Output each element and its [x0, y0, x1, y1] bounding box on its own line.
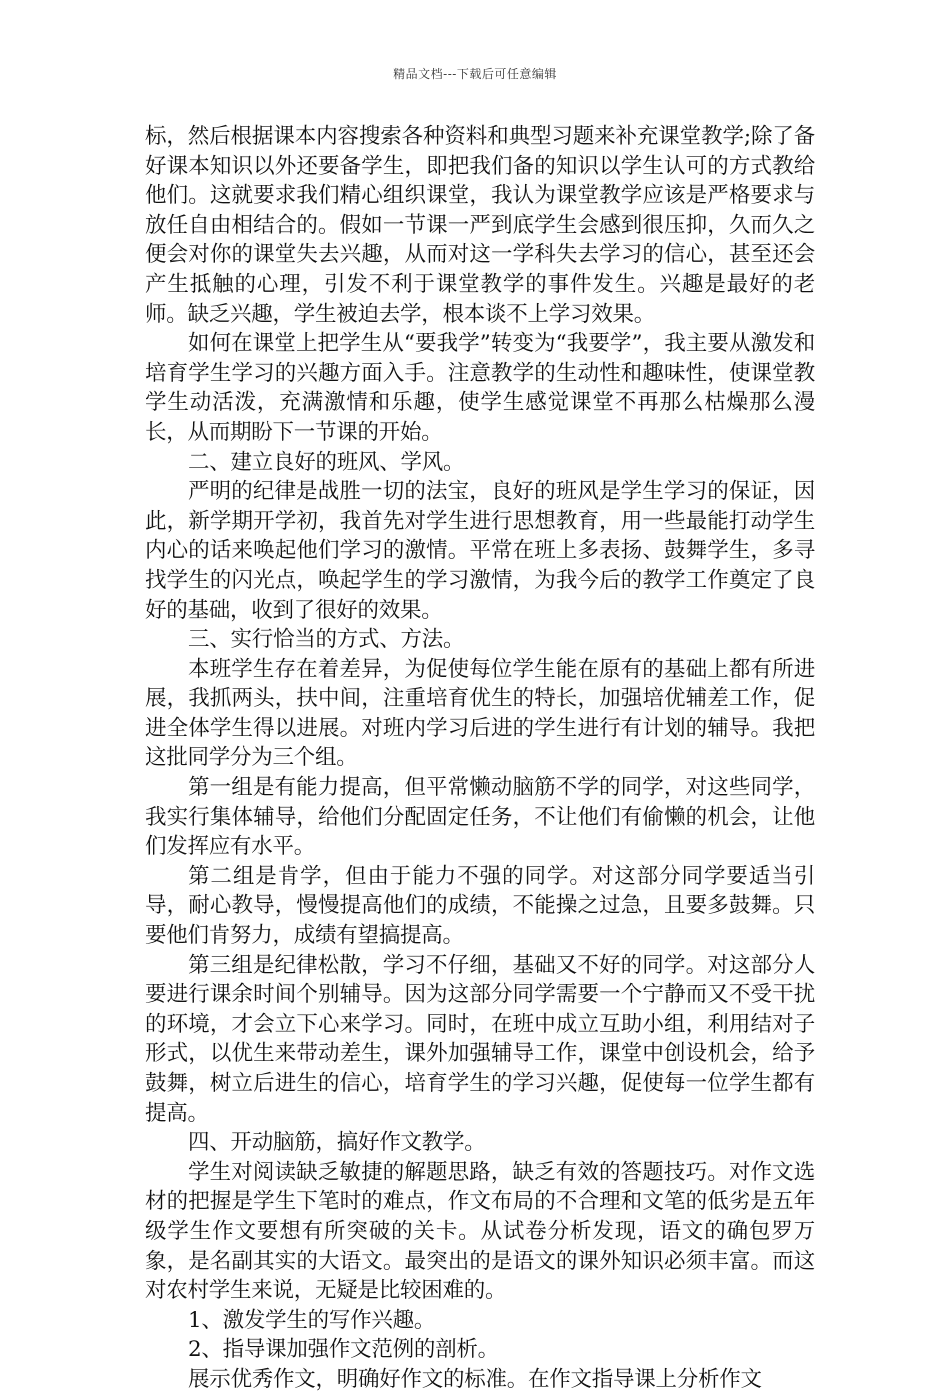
paragraph: 严明的纪律是战胜一切的法宝，良好的班风是学生学习的保证，因此，新学期开学初，我首先对学生进行思想教育，用一些最能打动学生内心的话来唤起他们学习的激情。平常在班上多表扬、鼓舞学生，多寻找学生的闪光点，唤起学生的学习激情，为我今后的教学工作奠定了良好的基础，收到了很好的效果。 — [145, 479, 815, 623]
paragraph: 学生对阅读缺乏敏捷的解题思路，缺乏有效的答题技巧。对作文选材的把握是学生下笔时的难点，作文布局的不合理和文笔的低劣是五年级学生作文要想有所突破的关卡。从试卷分析发现，语文的确包罗万象，是名副其实的大语文。最突出的是语文的课外知识必须丰富。而这对农村学生来说，无疑是比较困难的。 — [145, 1159, 815, 1304]
list-item: 1、激发学生的写作兴趣。 — [188, 1307, 436, 1333]
paragraph: 第一组是有能力提高，但平常懒动脑筋不学的同学，对这些同学，我实行集体辅导，给他们分配固定任务，不让他们有偷懒的机会，让他们发挥应有水平。 — [145, 775, 815, 860]
paragraph: 标，然后根据课本内容搜索各种资料和典型习题来补充课堂教学;除了备好课本知识以外还要备学生，即把我们备的知识以学生认可的方式教给他们。这就要求我们精心组织课堂，我认为课堂教学应该是严格要求与放任自由相结合的。假如一节课一严到底学生会感到很压抑，久而久之便会对你的课堂失去兴趣，从而对这一学科失去学习的信心，甚至还会产生抵触的心理，引发不利于课堂教学的事件发生。兴趣是最好的老师。缺乏兴趣，学生被迫去学，根本谈不上学习效果。 — [145, 124, 815, 327]
paragraph: 第三组是纪律松散，学习不仔细，基础又不好的同学。对这部分人要进行课余时间个别辅导。因为这部分同学需要一个宁静而又不受干扰的环境，才会立下心来学习。同时，在班中成立互助小组，利用结对子形式，以优生来带动差生，课外加强辅导工作，课堂中创设机会，给予鼓舞，树立后进生的信心，培育学生的学习兴趣，促使每一位学生都有提高。 — [145, 952, 815, 1126]
section-heading: 四、开动脑筋，搞好作文教学。 — [188, 1130, 486, 1156]
list-item: 2、指导课加强作文范例的剖析。 — [188, 1337, 499, 1363]
paragraph: 如何在课堂上把学生从“要我学”转变为“我要学”，我主要从激发和培育学生学习的兴趣方面入手。注意教学的生动性和趣味性，使课堂教学生动活泼，充满激情和乐趣，使学生感觉课堂不再那么枯燥那么漫长，从而期盼下一节课的开始。 — [145, 331, 815, 445]
section-heading: 二、建立良好的班风、学风。 — [188, 449, 465, 475]
page-header: 精品文档---下载后可任意编辑 — [393, 67, 557, 81]
document-body — [145, 122, 815, 1395]
section-heading: 三、实行恰当的方式、方法。 — [188, 627, 465, 653]
paragraph: 本班学生存在着差异，为促使每位学生能在原有的基础上都有所进展，我抓两头，扶中间，注重培育优生的特长，加强培优辅差工作，促进全体学生得以进展。对班内学习后进的学生进行有计划的辅导。我把这批同学分为三个组。 — [145, 656, 815, 771]
paragraph: 第二组是肯学，但由于能力不强的同学。对这部分同学要适当引导，耐心教导，慢慢提高他们的成绩，不能操之过急，且要多鼓舞。只要他们肯努力，成绩有望搞提高。 — [145, 863, 815, 949]
paragraph: 展示优秀作文，明确好作文的标准。在作文指导课上分析作文 — [188, 1366, 762, 1392]
